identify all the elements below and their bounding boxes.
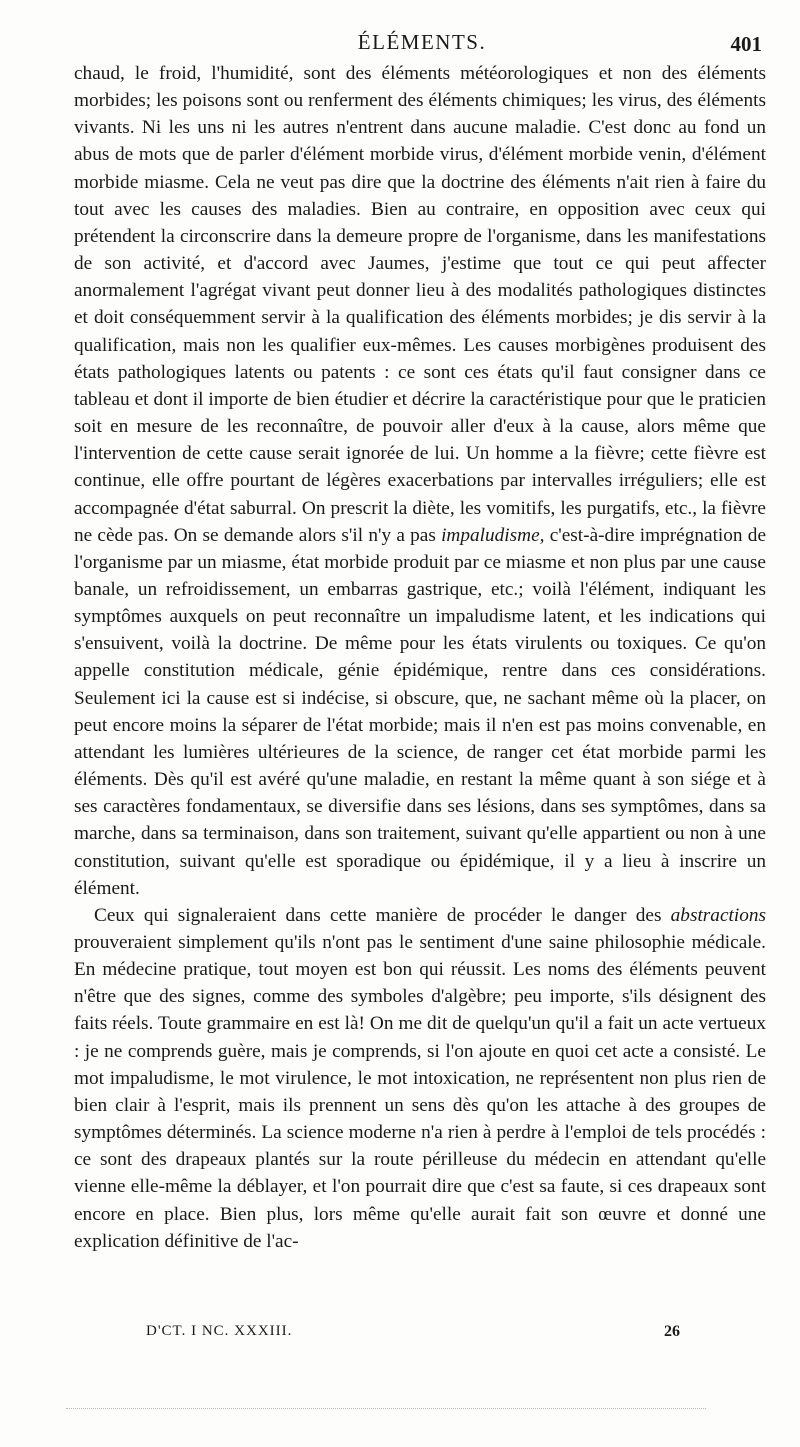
page-footer — [146, 1323, 706, 1347]
paragraph-1 — [74, 60, 766, 902]
paragraph-2-text-b: prouveraient simplement qu'ils n'ont pas le sentiment d'une saine philosophie médicale. En médecine pratique, tout moyen est bon qui réussit. Les noms des éléments peuvent n'être que des signes, comme des symboles d'algèbre; peu importe, s'ils désignent des faits réels. Toute grammaire en est là! On me dit de quelqu'un qu'il a fait un acte vertueux : je ne comprends guère, mais je comprends, si l'on ajoute en quoi cet acte a consisté. Le mot impaludisme, le mot virulence, le mot intoxication, ne représentent non plus rien de bien clair à l'esprit, mais ils prennent un sens dès qu'on les attache à des groupes de symptômes déterminés. La science moderne n'a rien à perdre à l'emploi de tels procédés : ce sont des drapeaux plantés sur la route périlleuse du médecin en attendant qu'elle vienne elle-même la déblayer, et l'on pourrait dire que c'est sa faute, si ces drapeaux sont encore en place. Bien plus, lors même qu'elle aurait fait son œuvre et donné une explication définitive de l'ac- — [74, 932, 766, 1252]
running-head — [72, 28, 772, 58]
paragraph-2 — [74, 902, 766, 1255]
paragraph-1-text-b: c'est-à-dire imprégnation de l'organisme par un miasme, état morbide produit par ce miasme et non plus par une cause banale, un refroidissement, un embarras gastrique, etc.; voilà l'élément, indiquant les symptômes auxquels on peut reconnaître un impaludisme latent, et les indications qui s'ensuivent, voilà la doctrine. De même pour les états virulents ou toxiques. Ce qu'on appelle constitution médicale, génie épidémique, rentre dans ces considérations. Seulement ici la cause est si indécise, si obscure, que, ne sachant même où la placer, on peut encore moins la séparer de l'état morbide; mais il n'en est pas moins convenable, en attendant les lumières ultérieures de la science, de ranger cet état morbide parmi les éléments. Dès qu'il est avéré qu'une maladie, en restant la même quant à son siége et à ses caractères fondamentaux, se diversifie dans ses lésions, dans ses symptômes, dans sa marche, dans sa terminaison, dans son traitement, suivant qu'elle appartient ou non à une constitution, suivant qu'elle est sporadique ou épidémique, il y a lieu à inscrire un élément. — [74, 524, 767, 899]
running-title: ÉLÉMENTS. — [357, 30, 487, 54]
paragraph-1-italic-term: impaludisme, — [441, 524, 545, 546]
printer-signature: D'CT. I NC. XXXIII. — [146, 1323, 293, 1339]
paragraph-1-text-a: chaud, le froid, l'humidité, sont des éléments météorologiques et non des éléments morbides; les poisons sont ou renferment des éléments chimiques; les virus, des éléments vivants. Ni les uns ni les autres n'entrent dans aucune maladie. C'est donc au fond un abus de mots que de parler d'élément morbide virus, d'élément morbide venin, d'élément morbide miasme. Cela ne veut pas dire que la doctrine des éléments n'ait rien à faire du tout avec les causes des maladies. Bien au contraire, en opposition avec ceux qui prétendent la circonscrire dans la demeure propre de l'organisme, dans les manifestations de son activité, et d'accord avec Jaumes, j'estime que tout ce qui peut affecter anormalement l'agrégat vivant peut donner lieu à des modalités pathologiques distinctes et doit conséquemment servir à la qualification des éléments morbides; je dis servir à la qualification, mais non les qualifier eux-mêmes. Les causes morbigènes produisent des états pathologiques latents ou patents : ce sont ces états qu'il faut consigner dans ce tableau et dont il importe de bien étudier et décrire la caractéristique pour que le praticien soit en mesure de les reconnaître, de pouvoir aller d'eux à la cause, alors même que l'intervention de cette cause serait ignorée de lui. Un homme a la fièvre; cette fièvre est continue, elle offre pourtant de légères exacerbations par intervalles irréguliers; elle est accompagnée d'état saburral. On prescrit la diète, les vomitifs, les purgatifs, etc., la fièvre ne cède pas. On se demande alors s'il n'y a pas — [74, 63, 766, 546]
body-text — [74, 60, 766, 1255]
scan-artifact-line — [66, 1408, 706, 1411]
paragraph-2-italic-term: abstractions — [670, 904, 766, 926]
paragraph-2-text-a: Ceux qui signaleraient dans cette manière de procéder le danger des — [94, 904, 671, 926]
page-number: 401 — [730, 32, 762, 56]
sheet-number: 26 — [664, 1323, 680, 1340]
